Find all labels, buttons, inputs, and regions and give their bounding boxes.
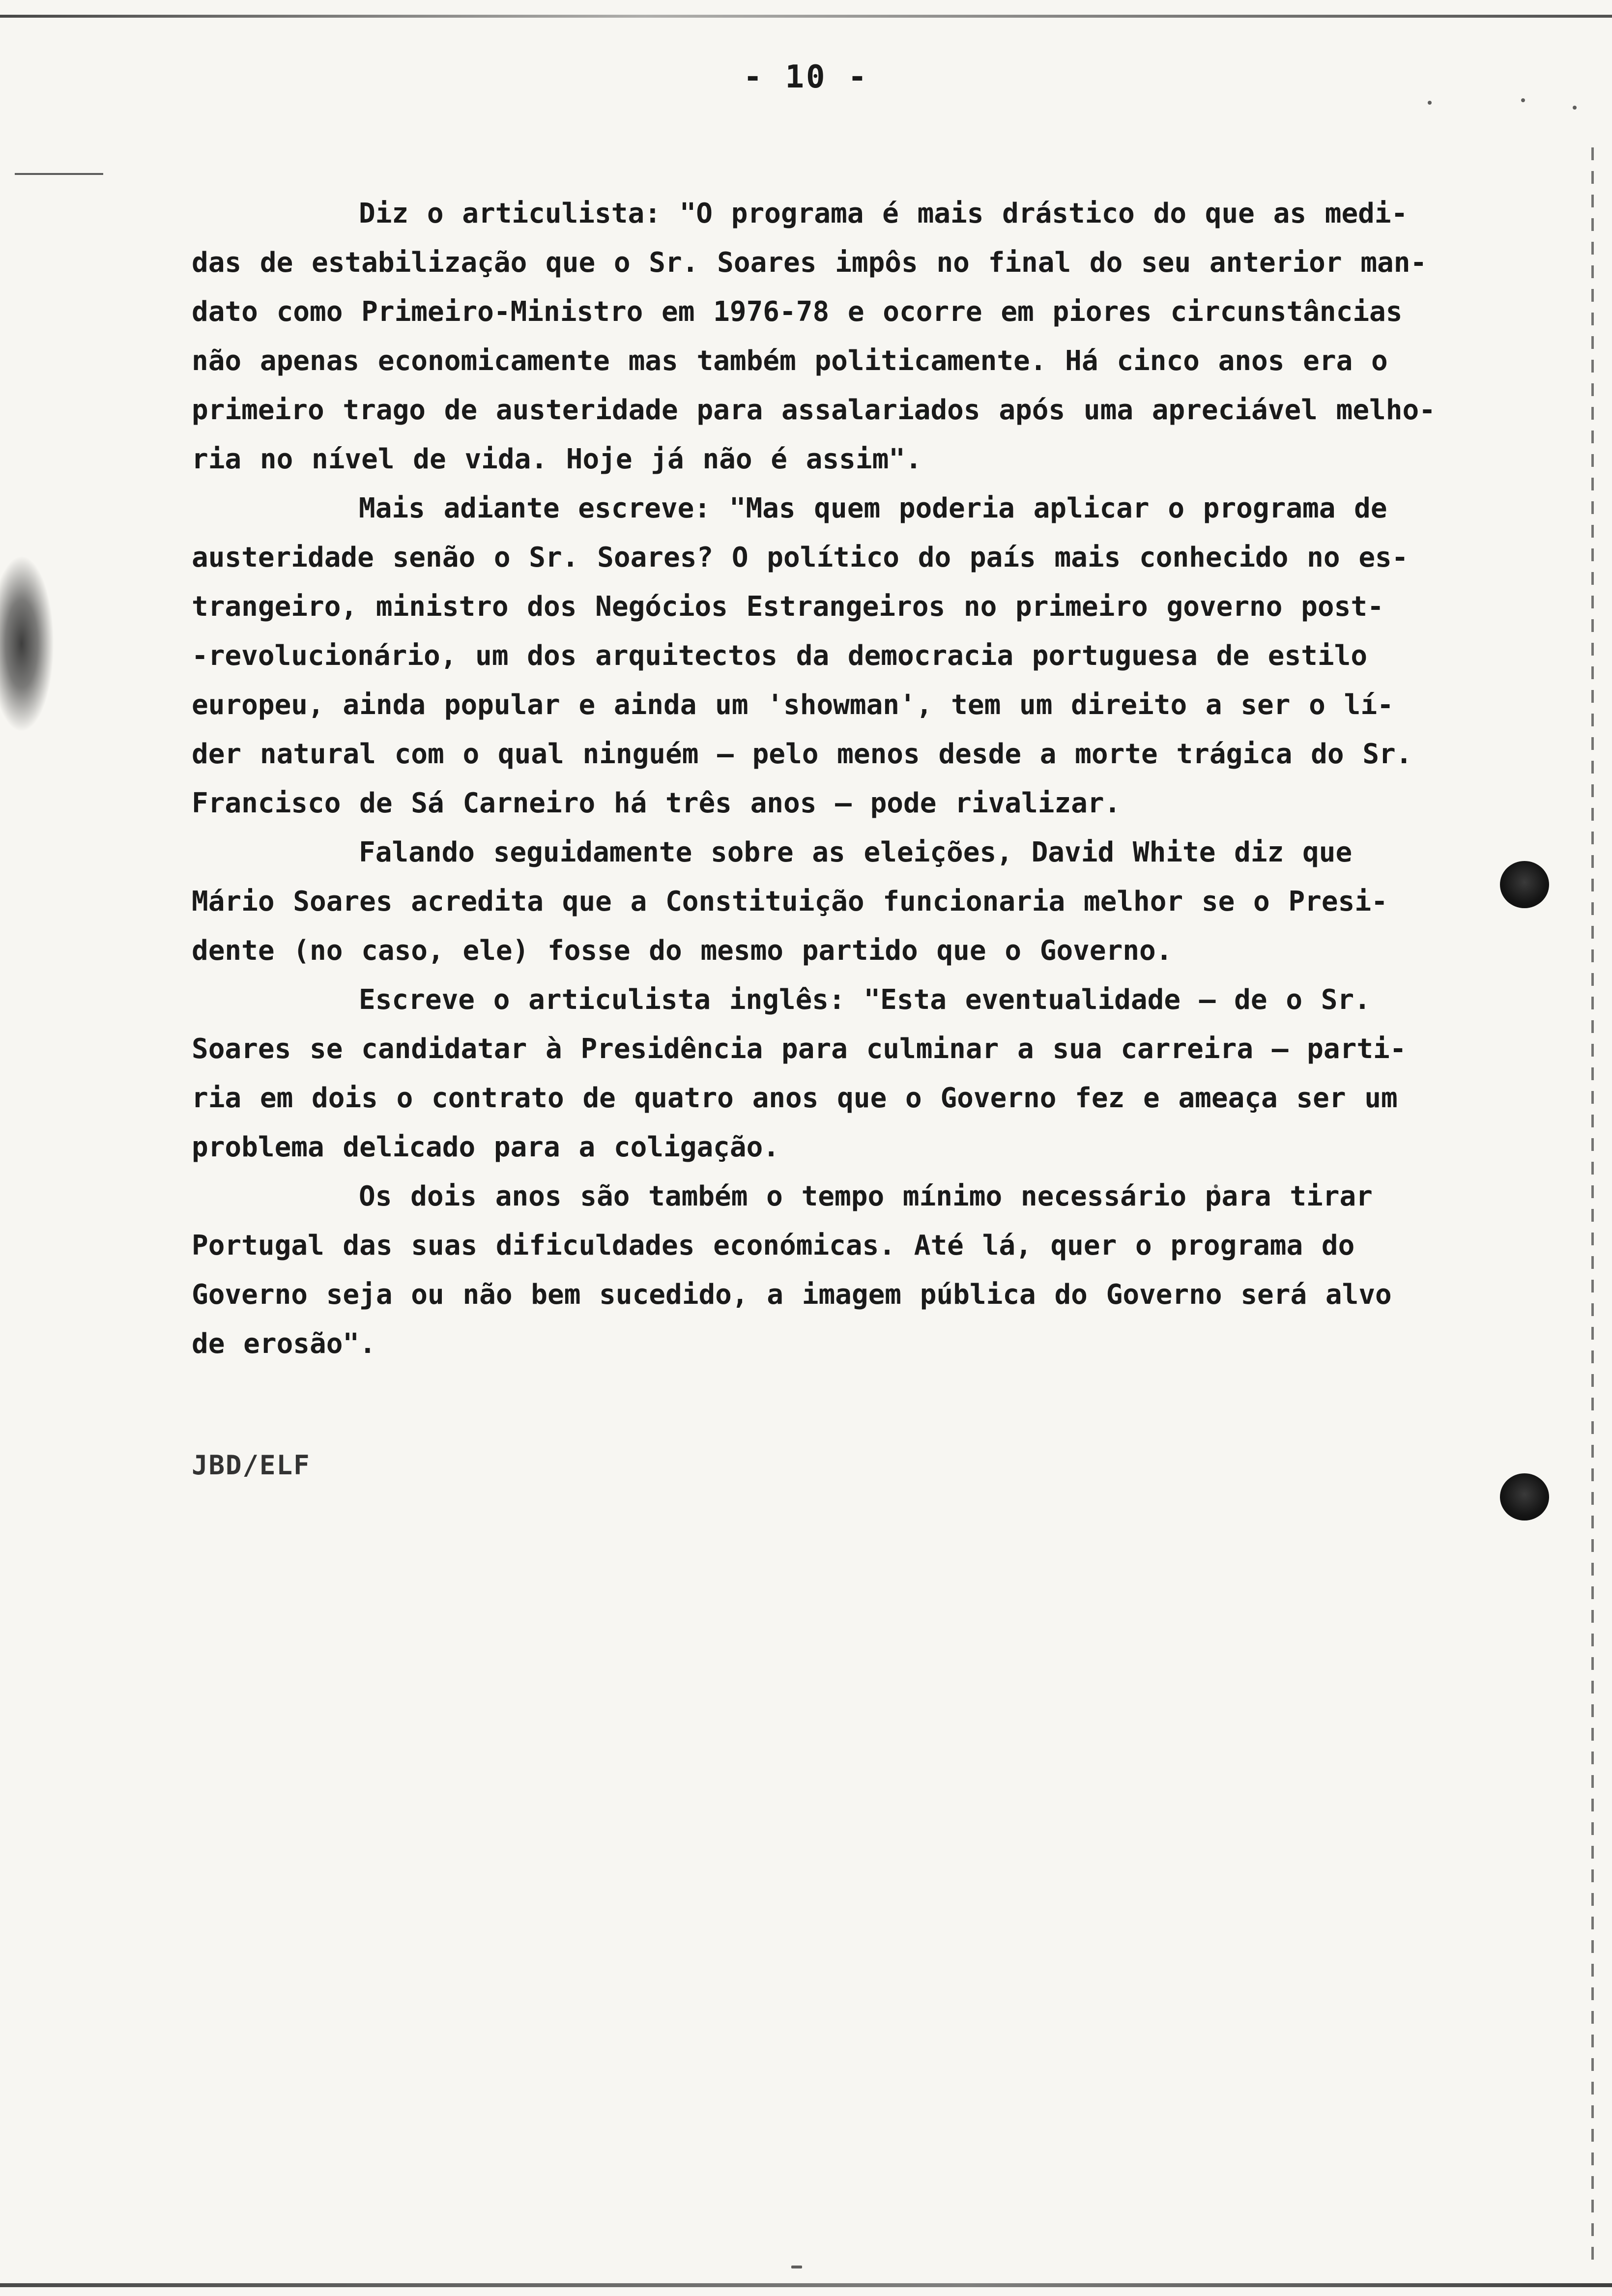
scan-border-right — [1591, 147, 1594, 2261]
text-line: Portugal das suas dificuldades económicas. Até lá, quer o programa do — [192, 1230, 1355, 1262]
text-line: Falando seguidamente sobre as eleições, David White diz que — [359, 836, 1353, 868]
scan-speck — [1521, 98, 1525, 102]
text-line: problema delicado para a coligação. — [192, 1131, 780, 1163]
page-number: - 10 - — [743, 59, 869, 95]
punch-hole-icon — [1500, 861, 1549, 908]
text-line: primeiro trago de austeridade para assalariados após uma apreciável melho- — [192, 394, 1436, 426]
text-line: Soares se candidatar à Presidência para culminar a sua carreira — parti- — [192, 1033, 1407, 1065]
text-line: não apenas economicamente mas também politicamente. Há cinco anos era o — [192, 345, 1388, 377]
typist-initials: JBD/ELF — [192, 1450, 311, 1481]
text-line: europeu, ainda popular e ainda um 'showman', tem um direito a ser o lí- — [192, 689, 1394, 721]
text-line: dente (no caso, ele) fosse do mesmo partido que o Governo. — [192, 935, 1173, 967]
punch-hole-icon — [1500, 1473, 1549, 1521]
scan-speck — [1573, 106, 1577, 110]
scan-border-bottom — [0, 2283, 1612, 2287]
text-line: Diz o articulista: "O programa é mais drástico do que as medi- — [359, 198, 1408, 230]
text-line: de erosão". — [192, 1328, 376, 1360]
text-line: Governo seja ou não bem sucedido, a imagem pública do Governo será alvo — [192, 1279, 1392, 1311]
scan-speck — [1428, 101, 1432, 105]
scan-border-top — [0, 15, 1612, 18]
binding-mark — [0, 555, 54, 732]
text-line: ria no nível de vida. Hoje já não é assim". — [192, 443, 922, 475]
text-line: ria em dois o contrato de quatro anos que o Governo fez e ameaça ser um — [192, 1082, 1398, 1114]
body-text — [192, 189, 1479, 1369]
margin-dash — [15, 173, 103, 175]
text-line: Mais adiante escreve: "Mas quem poderia aplicar o programa de — [359, 492, 1387, 524]
text-line: dato como Primeiro-Ministro em 1976-78 e ocorre em piores circunstâncias — [192, 296, 1403, 328]
text-line: trangeiro, ministro dos Negócios Estrangeiros no primeiro governo post- — [192, 591, 1384, 623]
text-line: Os dois anos são também o tempo mínimo necessário para tirar — [359, 1180, 1373, 1212]
text-line: Escreve o articulista inglês: "Esta eventualidade — de o Sr. — [359, 984, 1371, 1016]
text-line: der natural com o qual ninguém — pelo menos desde a morte trágica do Sr. — [192, 738, 1412, 770]
text-line: Francisco de Sá Carneiro há três anos — pode rivalizar. — [192, 787, 1121, 819]
text-line: Mário Soares acredita que a Constituição funcionaria melhor se o Presi- — [192, 886, 1388, 918]
scan-speck — [791, 2266, 802, 2268]
text-line: austeridade senão o Sr. Soares? O político do país mais conhecido no es- — [192, 542, 1409, 574]
text-line: das de estabilização que o Sr. Soares impôs no final do seu anterior man- — [192, 247, 1427, 279]
text-line: -revolucionário, um dos arquitectos da democracia portuguesa de estilo — [192, 640, 1368, 672]
